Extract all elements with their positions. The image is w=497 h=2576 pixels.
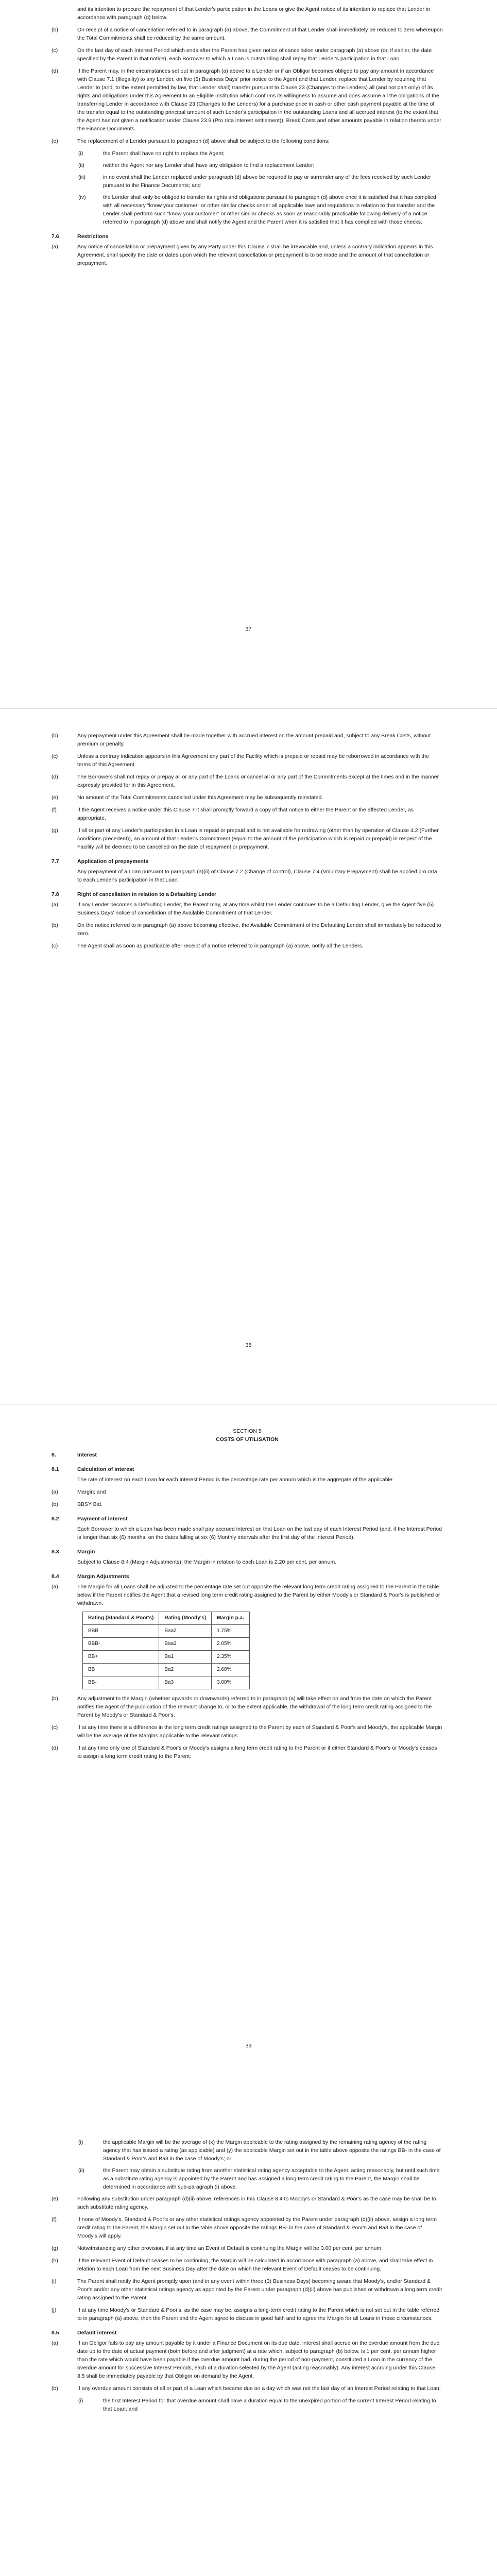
table-header: Rating (Standard & Poor's) [83, 1612, 159, 1625]
clause-item: (g) If all or part of any Lender's participation in a Loan is repaid or prepaid and is not available for redrawing (other than by operation of Clause 4.2 (Further conditions precedent)), an amount of that Lender's Commitment (equal to the amount of the participation which is repaid or prepaid) in respect of the Facility will be deemed to be cancelled on the date of repayment or prepayment. [52, 827, 439, 850]
clause-text: Subject to Clause 8.4 (Margin Adjustments), the Margin in relation to each Loan is 2.20 per cent. per annum. [77, 1559, 337, 1565]
table-cell: BB+ [83, 1651, 159, 1664]
intro-paragraph: and its intention to procure the repayment of that Lender's participation in the Loans or give the Agent notice of its intention to replace that Lender in accordance with paragraph (d) below. [77, 6, 430, 21]
margin-table [82, 1612, 250, 1689]
table-cell: 1.75% [212, 1625, 250, 1638]
page-40 [0, 2112, 497, 2576]
sub-clause-item: (i) the applicable Margin will be the average of (x) the Margin applicable to the rating assigned by the remaining rating agency of the rating agency that has issued a rating (as applicable) and (y) the applicable Margin set out in the table above opposite the ratings BB- in the case of Standard & Poor's and Ba3 in the case of Moody's; or [78, 2139, 441, 2162]
clause-item: (b) On receipt of a notice of cancellation referred to in paragraph (a) above, the Commitment of that Lender shall immediately be reduced to zero whereupon the Total Commitments shall be reduced by the same amount. [52, 27, 443, 41]
clause-item: (a) If an Obligor fails to pay any amount payable by it under a Finance Document on its due date, interest shall accrue on the overdue amount from the due date up to the date of actual payment (both before and after judgment) at a rate which, subject to paragraph (b) below, is 1 per cent. per annum higher than the rate which would have been payable if the overdue amount had, during the period of non-payment, constituted a Loan in the currency of the overdue amount for successive Interest Periods, each of a duration selected by the Agent (acting reasonably). Any interest accruing under this Clause 8.5 shall be immediately payable by that Obligor on demand by the Agent. [52, 2340, 440, 2379]
table-row [83, 1651, 250, 1664]
table-row [83, 1664, 250, 1676]
sub-clause-item: (iv) the Lender shall only be obliged to transfer its rights and obligations pursuant to paragraph (d) above once it is satisfied that it has complied with all necessary "know your customer" or other similar checks under all applicable laws and regulations in relation to that transfer and the Lender shall perform such "know your customer" or other similar checks as soon as reasonably practicable following delivery of a notice referred to in paragraph (d) above and shall notify the Agent and the Parent when it is satisfied that it has complied with those checks. [78, 194, 436, 225]
clause-item: (a) Margin; and [52, 1489, 106, 1495]
section-number: SECTION 5 [233, 1428, 262, 1434]
clause-item: (e) The replacement of a Lender pursuant to paragraph (d) above shall be subject to the following conditions: [52, 138, 330, 144]
clause-item: (d) The Borrowers shall not repay or prepay all or any part of the Loans or cancel all or any part of the Commitments except at the times and in the manner expressly provided for in this Agreement. [52, 774, 439, 788]
clause-item: (b) On the notice referred to in paragraph (a) above becoming effective, the Available Commitment of the Defaulting Lender shall immediately be reduced to zero. [52, 922, 441, 937]
clause-heading: 8.4 Margin Adjustments [52, 1573, 129, 1580]
clause-item: (c) Unless a contrary indication appears in this Agreement any part of the Facility which is prepaid or repaid may be reborrowed in accordance with the terms of this Agreement. [52, 753, 429, 768]
clause-item: (d) If the Parent may, in the circumstances set out in paragraph (a) above to a Lender or if an Obligor becomes obliged to pay any amount in accordance with Clause 7.1 (Illegality) to any Lender, on five (5) Business Days' prior notice to the Agent and that Lender, replace that Lender by requiring that Lender to (and, to the extent permitted by law, that Lender shall) transfer pursuant to Clause 23 (Changes to the Lenders) all (and not part only) of its rights and obligations under this Agreement to an Eligible Institution which confirms its willingness to assume and does assume all the obligations of the transferring Lender in accordance with Clause 23 (Changes to the Lenders) for a purchase price in cash or other cash payment payable at the time of the transfer equal to the outstanding principal amount of such Lender's participation in the outstanding Loans and all accrued interest (to the extent that the Agent has not given a notification under Clause 23.9 (Pro rata interest settlement)), Break Costs and other amounts payable in relation thereto under the Finance Documents. [52, 68, 441, 132]
table-cell: Ba3 [159, 1676, 212, 1689]
table-row [83, 1638, 250, 1651]
clause-heading: 7.6 Restrictions [52, 233, 109, 240]
sub-clause-item: (ii) the Parent may obtain a substitute rating from another statistical rating agency acceptable to the Agent, acting reasonably, but until such time as a substitute rating agency is appointed by the Parent and has assigned a long term credit rating to the Parent, the Margin shall be determined in accordance with sub-paragraph (i) above. [78, 2167, 440, 2190]
page-divider [0, 708, 497, 709]
clause-text: The rate of interest on each Loan for each Interest Period is the percentage rate per annum which is the aggregate of the applicable: [77, 1477, 394, 1483]
clause-heading: 8.3 Margin [52, 1549, 95, 1555]
clause-heading: 7.8 Right of cancellation in relation to a Defaulting Lender [52, 891, 217, 897]
clause-item: (c) If at any time there is a difference in the long term credit ratings assigned to the Parent by each of Standard & Poor's and Moody's, the applicable Margin will be the average of the Margins applicable to the relevant ratings. [52, 1724, 442, 1739]
table-cell: BB [83, 1664, 159, 1676]
page-40-body [52, 2138, 443, 2417]
page-number: 37 [245, 626, 252, 632]
sub-clause-item: (iii) in no event shall the Lender replaced under paragraph (d) above be required to pay or surrender any of the fees received by such Lender pursuant to the Finance Documents; and [78, 174, 431, 189]
table-cell: BB- [83, 1676, 159, 1689]
clause-item: (e) Following any substitution under paragraph (d)(ii) above, references in this Clause 8.4 to Moody's or Standard & Poor's as the case may be shall be to such substitute rating agency. [52, 2196, 436, 2210]
sub-clause-item: (i) the Parent shall have no right to replace the Agent; [78, 150, 225, 157]
table-row [83, 1676, 250, 1689]
clause-heading: 8.1 Calculation of interest [52, 1466, 134, 1472]
sub-clause-item: (ii) neither the Agent nor any Lender shall have any obligation to find a replacement Lender; [78, 162, 315, 168]
clause-item: (d) If at any time only one of Standard & Poor's or Moody's assigns a long term credit rating to the Parent or if either Standard & Poor's or Moody's ceases to assign a long term credit rating to the Parent: [52, 1745, 437, 1759]
clause-text: Any prepayment of a Loan pursuant to paragraph (a)(ii) of Clause 7.2 (Change of control), Clause 7.4 (Voluntary Prepayment) shall be applied pro rata to each Lender's participation in that Loan. [77, 869, 437, 883]
page-37 [0, 0, 497, 706]
page-number: 38 [245, 1342, 252, 1348]
table-cell: 2.05% [212, 1638, 250, 1651]
page-39 [0, 1406, 497, 2112]
table-cell: Ba2 [159, 1664, 212, 1676]
page-38 [0, 711, 497, 1406]
clause-item: (a) The Margin for all Loans shall be adjusted to the percentage rate set out opposite the relevant long term credit rating assigned to the Parent in the table below if the Parent notifies the Agent that a revised long term credit rating assigned to the Parent by either Moody's or Standard & Poor's is published or withdrawn. [52, 1584, 440, 1606]
clause-item: (b) If any overdue amount consists of all or part of a Loan which became due on a day which was not the last day of an Interest Period relating to that Loan: [52, 2385, 441, 2392]
clause-item: (h) If the relevant Event of Default ceases to be continuing, the Margin will be calculated in accordance with paragraph (a) above, and shall take effect in relation to each Loan from the next Business Day after the date on which the relevant Event of Default ceases to be continuing. [52, 2258, 433, 2272]
clause-item: (i) The Parent shall notify the Agent promptly upon (and in any event within three (3) Business Days) becoming aware that Moody's, and/or Standard & Poor's and/or any other statistical ratings agency as appointed by the Parent under paragraph (d)(ii) above has published or withdrawn a long term credit rating assigned to the Parent. [52, 2278, 442, 2301]
page-number: 39 [245, 2043, 252, 2049]
table-cell: 2.35% [212, 1651, 250, 1664]
table-cell: BBB- [83, 1638, 159, 1651]
sub-clause-item: (i) the first Interest Period for that overdue amount shall have a duration equal to the unexpired portion of the current Interest Period relating to that Loan; and [78, 2398, 436, 2412]
page-37-body [52, 5, 443, 272]
table-cell: 3.00% [212, 1676, 250, 1689]
clause-heading: 8. Interest [52, 1452, 97, 1458]
clause-item: (c) The Agent shall as soon as practicable after receipt of a notice referred to in paragraph (a) above, notify all the Lenders. [52, 943, 364, 949]
clause-item: (c) On the last day of each Interest Period which ends after the Parent has given notice of cancellation under paragraph (a) above (or, if earlier, the date specified by the Parent in that notice), each Borrower to which a Loan is outstanding shall repay that Lender's participation in that Loan. [52, 47, 432, 62]
table-row [83, 1625, 250, 1638]
clause-item: (f) If none of Moody's, Standard & Poor's or any other statistical ratings agency appointed by the Parent under paragraph (d)(ii) above, assign a long term credit rating to the Parent, the Margin set out in the table above opposite the ratings BB- in the case of Standard & Poor's and Ba3 in the case of Moody's will apply. [52, 2216, 437, 2239]
page-39-body [52, 1427, 443, 1765]
table-header: Margin p.a. [212, 1612, 250, 1625]
clause-heading: 7.7 Application of prepayments [52, 858, 149, 865]
clause-text: Each Borrower to which a Loan has been made shall pay accrued interest on that Loan on the last day of each Interest Period (and, if the Interest Period is longer than six (6) months, on the dates falling at six (6) Monthly intervals after the first day of the Interest Period). [77, 1526, 442, 1540]
clause-heading: 8.2 Payment of interest [52, 1516, 128, 1522]
clause-item: (a) If any Lender becomes a Defaulting Lender, the Parent may, at any time whilst the Lender continues to be a Defaulting Lender, give the Agent five (5) Business Days' notice of cancellation of the Available Commitment of that Lender. [52, 902, 434, 916]
clause-item: (b) Any prepayment under this Agreement shall be made together with accrued interest on the amount prepaid and, subject to any Break Costs, without premium or penalty. [52, 733, 431, 747]
page-38-body [52, 732, 443, 954]
table-cell: Baa3 [159, 1638, 212, 1651]
clause-heading: 8.5 Default interest [52, 2330, 117, 2336]
clause-item: (e) No amount of the Total Commitments cancelled under this Agreement may be subsequently reinstated. [52, 794, 323, 801]
clause-item: (b) BBSY Bid. [52, 1501, 102, 1507]
table-header: Rating (Moody's) [159, 1612, 212, 1625]
clause-item: (f) If the Agent receives a notice under this Clause 7 it shall promptly forward a copy of that notice to either the Parent or the affected Lender, as appropriate. [52, 807, 414, 821]
table-cell: BBB [83, 1625, 159, 1638]
section-title: COSTS OF UTILISATION [216, 1436, 279, 1443]
clause-item: (b) Any adjustment to the Margin (whether upwards or downwards) referred to in paragraph (a) will take effect on and from the date on which the Parent notifies the Agent of the publication of the relevant change to, or to the extent applicable, the withdrawal of the long term credit rating assigned to the Parent by Moody's or Standard & Poor's. [52, 1696, 432, 1718]
table-cell: Ba1 [159, 1651, 212, 1664]
clause-item: (g) Notwithstanding any other provision, if at any time an Event of Default is continuing the Margin will be 3.00 per cent. per annum. [52, 2245, 383, 2251]
clause-item: (a) Any notice of cancellation or prepayment given by any Party under this Clause 7 shall be irrevocable and, unless a contrary indication appears in this Agreement, shall specify the date or dates upon which the relevant cancellation or prepayment is to be made and the amount of that cancellation or prepayment. [52, 244, 433, 266]
table-cell: Baa2 [159, 1625, 212, 1638]
table-cell: 2.60% [212, 1664, 250, 1676]
clause-item: (j) If at any time Moody's or Standard & Poor's, as the case may be, assigns a long-term credit rating to the Parent which is not set out in the table referred to in paragraph (a) above, then the Parent and the Agent agree to discuss in good faith and to agree the Margin for all Loans in those circumstances. [52, 2307, 440, 2321]
table-header-row [83, 1612, 250, 1625]
